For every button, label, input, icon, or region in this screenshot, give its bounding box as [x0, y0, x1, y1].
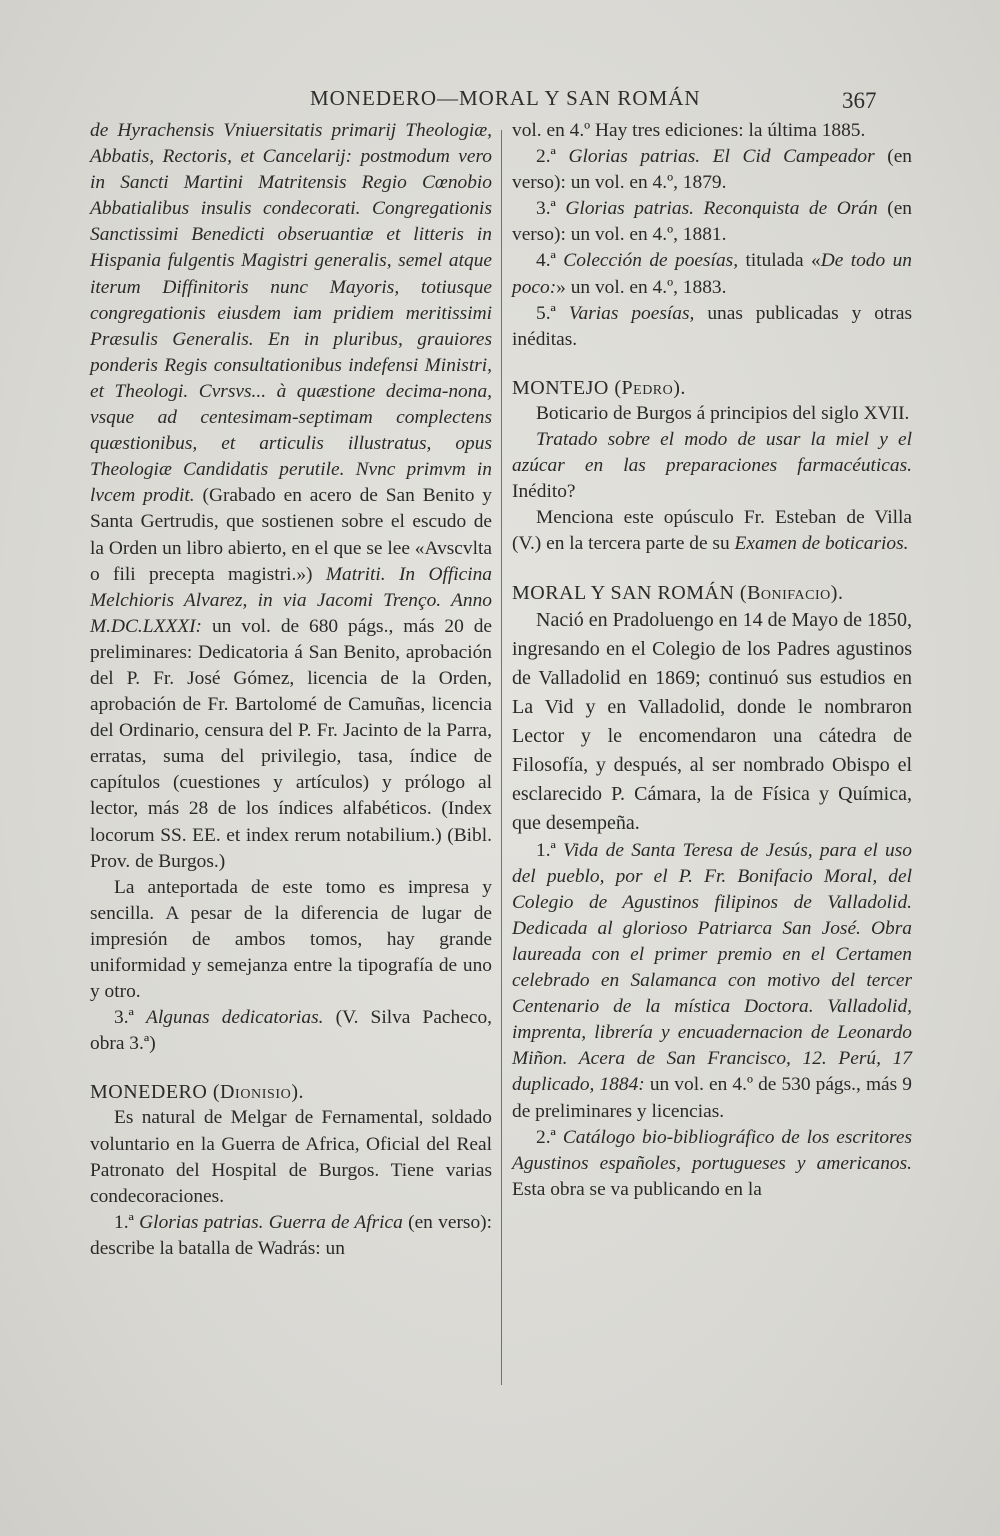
running-head	[0, 86, 1000, 120]
biography-paragraph: Boticario de Burgos á principios del siglo XVII.	[536, 402, 910, 424]
biography-paragraph: Nació en Pradoluengo en 14 de Mayo de 1850, ingresando en el Colegio de los Padres agustinos de Valladolid en 1869; continuó sus estudios en La Vid y en Valladolid, donde le nombraron Lector y le encomendaron una cátedra de Filosofía, y después, al ser nombrado Obispo el esclarecido P. Cámara, la de Física y Química, que desempeña.	[512, 608, 913, 834]
work-item-continuation: vol. en 4.º Hay tres ediciones: la última 1885.	[512, 120, 866, 141]
right-column	[512, 118, 912, 1203]
biography-paragraph: Es natural de Melgar de Fernamental, soldado voluntario en la Guerra de Africa, Oficial del Real Patronato del Hospital de Burgos. Tiene varias condecoraciones.	[90, 1107, 492, 1207]
work-item-2: 2.ª Glorias patrias. El Cid Campeador (en verso): un vol. en 4.º, 1879.	[512, 146, 913, 194]
entry-heading-monedero: MONEDERO (Dionisio).	[90, 1081, 305, 1104]
page-number: 367	[842, 88, 877, 113]
work-item-1: 1.ª Glorias patrias. Guerra de Africa (en verso): describe la batalla de Wadrás: un	[90, 1211, 492, 1259]
running-title: MONEDERO—MORAL Y SAN ROMÁN	[310, 86, 701, 110]
work-item-1: 1.ª Vida de Santa Teresa de Jesús, para el uso del pueblo, por el P. Fr. Bonifacio Moral, del Colegio de Agustinos filipinos de Valladolid. Dedicada al glorioso Patriarca San José. Obra laureada con el primer premio en el Certamen celebrado en Salamanca con motivo del tercer Centenario de la mística Doctora. Valladolid, imprenta, librería y encuadernacion de Leonardo Miñon. Acera de San Francisco, 12. Perú, 17 duplicado, 1884: un vol. en 4.º de 530 págs., más 9 de preliminares y licencias.	[512, 839, 912, 1122]
work-item-2: 2.ª Catálogo bio-bibliográfico de los escritores Agustinos españoles, portugueses y americanos. Esta obra se va publicando en la	[512, 1126, 912, 1200]
work-item: Tratado sobre el modo de usar la miel y el azúcar en las preparaciones farmacéuticas. Inédito?	[512, 429, 912, 503]
entry-heading-moral: MORAL Y SAN ROMÁN (Bonifacio).	[512, 581, 844, 604]
entry-continuation-paragraph: de Hyrachensis Vniuersitatis primarij Theologiæ, Abbatis, Rectoris, et Cancelarij: postmodum vero in Sancti Martini Matritensis Regio Cœnobio Abbatialibus insulis condecorati. Congregationis Sanctissimi Benedicti obseruantiæ et litteris in Hispania fulgentis Magistri generalis, semel atque iterum Diffinitoris nunc Mayoris, totiusque congregationis eiusdem iam pridiem meritissimi Præsulis Generalis. En in pluribus, grauiores ponderis Regis consultationibus indefensi Ministri, et Theologi. Cvrsvs... à quæstione decima-nona, vsque ad centesimam-septimam complectens quæstionibus, et articulis illustratus, opus Theologiæ Candidatis perutile. Nvnc primvm in lvcem prodit. (Grabado en acero de San Benito y Santa Gertrudis, que sostienen sobre el escudo de la Orden un libro abierto, en el que se lee «Avscvlta o fili precepta magistri.») Matriti. In Officina Melchioris Alvarez, in via Jacomi Trenço. Anno M.DC.LXXXI: un vol. de 680 págs., más 20 de preliminares: Dedicatoria á San Benito, aprobación del P. Fr. José Gómez, licencia de la Orden, aprobación de Fr. Bartolomé de Camuñas, licencia del Ordinario, censura del P. Fr. Jacinto de la Parra, erratas, suma del privilegio, tasa, índice de capítulos (cuestiones y artículos) y prólogo al lector, más 28 de los índices alfabéticos. (Index locorum SS. EE. et index rerum notabilium.) (Bibl. Prov. de Burgos.)	[90, 120, 493, 872]
work-item-5: 5.ª Varias poesías, unas publicadas y otras inéditas.	[512, 302, 912, 350]
work-item-4: 4.ª Colección de poesías, titulada «De todo un poco:» un vol. en 4.º, 1883.	[512, 250, 912, 298]
note-paragraph: La anteportada de este tomo es impresa y sencilla. A pesar de la diferencia de lugar de impresión de ambos tomos, hay grande uniformidad y semejanza entre la tipografía de uno y otro.	[90, 876, 492, 1003]
entry-heading-montejo: MONTEJO (Pedro).	[512, 376, 686, 399]
work-item-3: 3.ª Algunas dedicatorias. (V. Silva Pacheco, obra 3.ª)	[90, 1007, 492, 1055]
column-divider	[501, 130, 502, 1385]
left-column	[90, 118, 492, 1262]
work-item-3: 3.ª Glorias patrias. Reconquista de Orán (en verso): un vol. en 4.º, 1881.	[512, 198, 912, 246]
note-paragraph: Menciona este opúsculo Fr. Esteban de Villa (V.) en la tercera parte de su Examen de boticarios.	[512, 507, 912, 555]
